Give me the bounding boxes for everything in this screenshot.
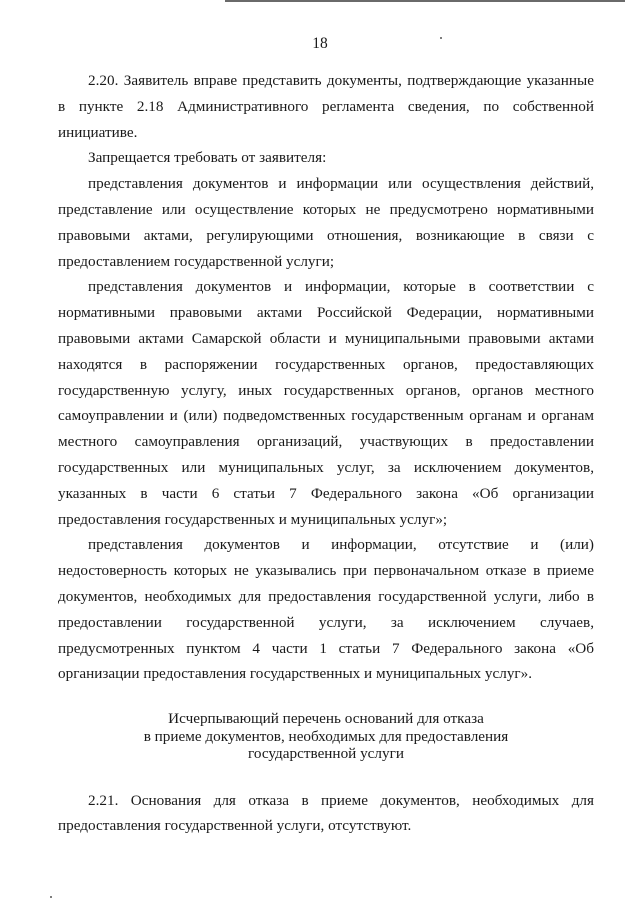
paragraph-prohibition-intro: Запрещается требовать от заявителя: [88,149,327,167]
document-body [58,68,594,839]
scan-speck [50,896,52,898]
section-heading [58,710,594,763]
paragraph-2-21: 2.21. Основания для отказа в приеме документов, необходимых для предоставления государственной услуги, отсутствуют. [58,791,594,835]
paragraph-prohibition-item-3: представления документов и информации, отсутствие и (или) недостоверность которых не указывались при первоначальном отказе в приеме документов, необходимых для предоставления государственной услуги, либо в предоставлении государственной услуги, за исключением случаев, предусмотренных пунктом 4 части 1 статьи 7 Федерального закона «Об организации предоставления государственных и муниципальных услуг». [58,536,594,683]
section-heading-line-1: Исчерпывающий перечень оснований для отказа [168,710,484,728]
section-heading-line-3: государственной услуги [248,745,404,763]
paragraph-prohibition-item-2: представления документов и информации, которые в соответствии с нормативными правовыми актами Российской Федерации, нормативными правовыми актами Самарской области и муниципальными правовыми актами находятся в распоряжении государственных органов, предоставляющих государственную услугу, иных государственных органов, органов местного самоуправлении и (или) подведомственных государственным органам и органам местного самоуправления организаций, участвующих в предоставлении государственных или муниципальных услуг, за исключением документов, указанных в части 6 статьи 7 Федерального закона «Об организации предоставления государственных и муниципальных услуг»; [58,278,594,528]
paragraph-prohibition-item-1: представления документов и информации или осуществления действий, представление или осуществление которых не предусмотрено нормативными правовыми актами, регулирующими отношения, возникающие в связи с предоставлением государственной услуги; [58,175,594,270]
page-number: 18 [312,35,328,52]
paragraph-2-20: 2.20. Заявитель вправе представить документы, подтверждающие указанные в пункте 2.18 Административного регламента сведения, по собственной инициативе. [58,72,594,141]
scan-top-edge-line [225,0,625,2]
section-heading-line-2: в приеме документов, необходимых для предоставления [143,727,509,745]
scan-speck [440,37,442,39]
